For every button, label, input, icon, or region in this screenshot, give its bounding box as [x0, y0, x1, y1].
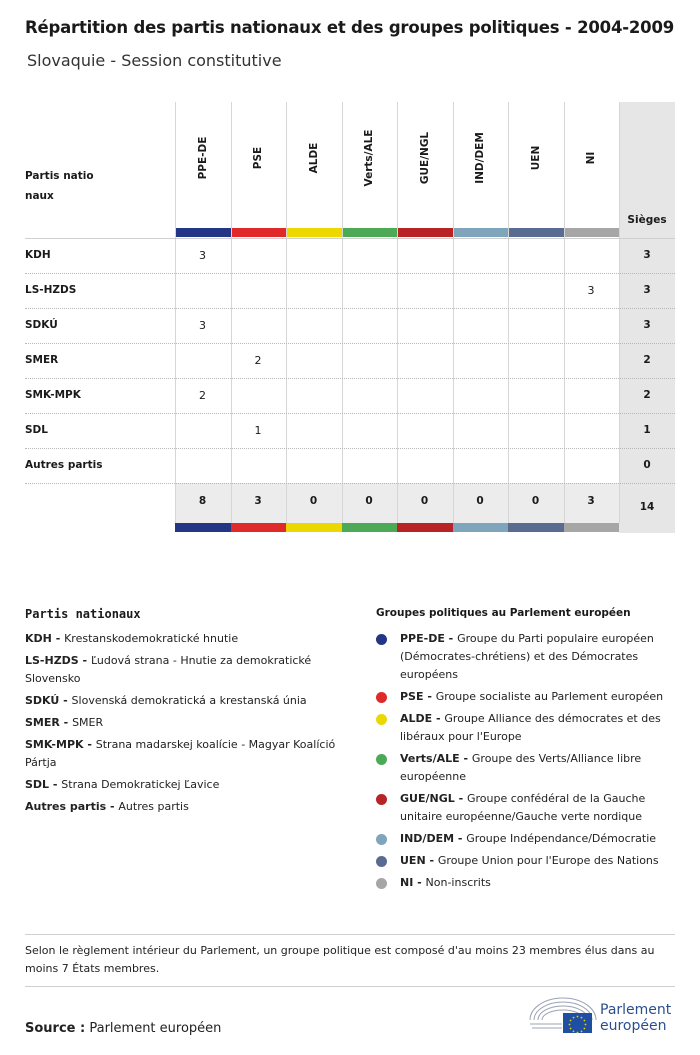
- group-full-name: Groupe Alliance des démocrates et des libéraux pour l'Europe: [400, 712, 661, 743]
- party-full-name: SMER: [72, 716, 104, 729]
- group-color-bar: [175, 523, 231, 532]
- group-column-label: IND/DEM: [474, 132, 486, 184]
- national-parties-legend: [25, 630, 345, 820]
- party-legend-item: [25, 630, 345, 648]
- group-color-bar: [508, 523, 564, 532]
- group-abbreviation: ALDE -: [400, 712, 445, 725]
- group-column-header: [508, 102, 563, 228]
- party-legend-item: [25, 798, 345, 816]
- footnote: Selon le règlement intérieur du Parlement, un groupe politique est composé d'au moins 23 membres élus dans au moins 7 États membres.: [25, 944, 655, 975]
- party-abbreviation: SDL -: [25, 778, 62, 791]
- party-full-name: Strana madarskej koalície - Magyar Koalíció Pártja: [25, 738, 336, 769]
- total-cell: 8: [198, 495, 207, 507]
- column-divider: [397, 102, 398, 523]
- group-legend-item: [376, 830, 666, 848]
- party-abbreviation: Autres partis -: [25, 800, 119, 813]
- table-row-party: LS-HZDS: [25, 284, 77, 296]
- group-color-dot: [376, 714, 387, 725]
- source-line: [25, 1021, 221, 1036]
- distribution-table: [25, 102, 675, 533]
- table-cell: 2: [199, 389, 206, 402]
- table-row-party: SMK-MPK: [25, 389, 81, 401]
- group-abbreviation: IND/DEM -: [400, 832, 467, 845]
- party-legend-item: [25, 736, 345, 772]
- group-color-dot: [376, 834, 387, 845]
- group-abbreviation: Verts/ALE -: [400, 752, 472, 765]
- group-legend-item: [376, 710, 666, 746]
- group-abbreviation: PSE -: [400, 690, 436, 703]
- source-value: Parlement européen: [89, 1021, 222, 1036]
- column-divider: [564, 102, 565, 523]
- table-row-seats: 3: [643, 249, 651, 261]
- table-row-party: KDH: [25, 249, 51, 261]
- group-abbreviation: PPE-DE -: [400, 632, 458, 645]
- group-color-dot: [376, 794, 387, 805]
- european-parliament-logo: [528, 994, 678, 1038]
- group-color-bar: [564, 523, 620, 532]
- party-legend-item: [25, 652, 345, 688]
- total-cell: 0: [309, 495, 318, 507]
- logo-line-2: européen: [600, 1018, 667, 1034]
- row-divider: [25, 273, 675, 274]
- group-column-header: [286, 102, 341, 228]
- source-label: Source :: [25, 1021, 86, 1036]
- group-column-label: PSE: [252, 146, 264, 170]
- group-column-header: [342, 102, 397, 228]
- column-divider: [175, 102, 176, 523]
- total-cell: 3: [254, 495, 262, 507]
- group-column-header: [175, 102, 230, 228]
- column-divider: [508, 102, 509, 523]
- group-full-name: Groupe du Parti populaire européen (Démocrates-chrétiens) et des Démocrates européens: [400, 632, 654, 681]
- party-abbreviation: SDKÚ -: [25, 694, 72, 707]
- group-color-bar: [453, 523, 509, 532]
- political-groups-legend: [376, 630, 666, 896]
- national-parties-legend-title: Partis nationaux: [25, 607, 141, 621]
- group-color-dot: [376, 692, 387, 703]
- page-subtitle: Slovaquie - Session constitutive: [27, 51, 282, 70]
- table-row-seats: 2: [643, 354, 651, 366]
- group-legend-item: [376, 790, 666, 826]
- group-full-name: Groupe socialiste au Parlement européen: [435, 690, 664, 703]
- group-full-name: Groupe Indépendance/Démocratie: [466, 832, 657, 845]
- group-color-dot: [376, 878, 387, 889]
- party-full-name: Krestanskodemokratické hnutie: [64, 632, 239, 645]
- logo-line-1: Parlement: [600, 1002, 672, 1018]
- seats-column-header: Sièges: [627, 214, 667, 226]
- group-legend-item: [376, 630, 666, 684]
- divider: [25, 986, 675, 987]
- group-full-name: Non-inscrits: [425, 876, 491, 889]
- logo-wordmark: [600, 1002, 671, 1034]
- party-full-name: Ľudová strana - Hnutie za demokratické Slovensko: [25, 654, 312, 685]
- total-cell: 0: [420, 495, 429, 507]
- party-column-header: Partis nationaux: [25, 170, 94, 202]
- table-cell: 1: [254, 424, 262, 437]
- group-abbreviation: UEN -: [400, 854, 438, 867]
- row-divider: [25, 483, 675, 484]
- table-cell: 3: [199, 249, 206, 262]
- row-divider: [25, 308, 675, 309]
- group-color-bar: [397, 228, 453, 237]
- party-abbreviation: LS-HZDS -: [25, 654, 91, 667]
- column-divider: [231, 102, 232, 523]
- group-full-name: Groupe confédéral de la Gauche unitaire européenne/Gauche verte nordique: [400, 792, 646, 823]
- party-legend-item: [25, 776, 345, 794]
- group-color-bar: [453, 228, 509, 237]
- group-color-dot: [376, 634, 387, 645]
- group-column-header: [231, 102, 286, 228]
- table-row-seats: 1: [643, 424, 651, 436]
- group-legend-item: [376, 688, 666, 706]
- column-divider: [453, 102, 454, 523]
- table-row-party: SDL: [25, 424, 48, 436]
- group-color-bar: [286, 228, 342, 237]
- column-divider: [286, 102, 287, 523]
- total-cell: 3: [587, 495, 595, 507]
- party-full-name: Slovenská demokratická a krestanská únia: [71, 694, 307, 707]
- group-color-dot: [376, 856, 387, 867]
- row-divider: [25, 343, 675, 344]
- group-full-name: Groupe des Verts/Alliance libre européenne: [400, 752, 642, 783]
- group-legend-item: [376, 874, 666, 892]
- group-full-name: Groupe Union pour l'Europe des Nations: [437, 854, 659, 867]
- column-divider: [342, 102, 343, 523]
- table-cell: 3: [587, 284, 595, 297]
- table-row-party: SDKÚ: [25, 319, 58, 331]
- table-row-party: Autres partis: [25, 459, 103, 471]
- row-divider: [25, 378, 675, 379]
- party-abbreviation: SMER -: [25, 716, 73, 729]
- group-column-label: UEN: [529, 145, 542, 171]
- group-color-bar: [508, 228, 564, 237]
- grand-total: 14: [639, 501, 655, 513]
- party-legend-item: [25, 714, 345, 732]
- group-color-bar: [286, 523, 342, 532]
- group-column-header: [564, 102, 619, 228]
- group-color-bar: [342, 523, 398, 532]
- table-row-seats: 3: [643, 284, 651, 296]
- table-cell: 2: [254, 354, 262, 367]
- group-color-bar: [175, 228, 231, 237]
- parliament-hemicycle-icon: [528, 994, 598, 1038]
- political-groups-legend-title: Groupes politiques au Parlement européen: [376, 607, 631, 619]
- group-color-bar: [397, 523, 453, 532]
- group-color-bar: [231, 228, 287, 237]
- table-row-seats: 0: [643, 459, 651, 471]
- total-cell: 0: [476, 495, 484, 507]
- table-row-party: SMER: [25, 354, 59, 366]
- group-legend-item: [376, 852, 666, 870]
- party-full-name: Autres partis: [118, 800, 189, 813]
- party-abbreviation: SMK-MPK -: [25, 738, 96, 751]
- table-row-seats: 2: [643, 389, 651, 401]
- group-abbreviation: GUE/NGL -: [400, 792, 467, 805]
- row-divider: [25, 413, 675, 414]
- group-color-bar: [342, 228, 398, 237]
- group-legend-item: [376, 750, 666, 786]
- group-column-label: GUE/NGL: [418, 131, 431, 185]
- group-color-bar: [564, 228, 620, 237]
- table-row-seats: 3: [643, 319, 651, 331]
- party-full-name: Strana Demokratickej Ľavice: [61, 778, 220, 791]
- group-column-label: NI: [585, 151, 597, 165]
- party-legend-item: [25, 692, 345, 710]
- header-divider: [25, 238, 675, 239]
- table-cell: 3: [199, 319, 206, 332]
- group-abbreviation: NI -: [400, 876, 426, 889]
- group-column-label: PPE-DE: [196, 136, 209, 180]
- party-abbreviation: KDH -: [25, 632, 65, 645]
- divider: [25, 934, 675, 935]
- row-divider: [25, 448, 675, 449]
- group-column-header: [453, 102, 508, 228]
- total-cell: 0: [365, 495, 373, 507]
- group-color-dot: [376, 754, 387, 765]
- group-column-header: [397, 102, 452, 228]
- total-cell: 0: [531, 495, 540, 507]
- group-color-bar: [231, 523, 287, 532]
- page-title: Répartition des partis nationaux et des groupes politiques - 2004-2009: [25, 18, 675, 37]
- group-column-label: ALDE: [307, 142, 320, 174]
- group-column-label: Verts/ALE: [363, 129, 375, 187]
